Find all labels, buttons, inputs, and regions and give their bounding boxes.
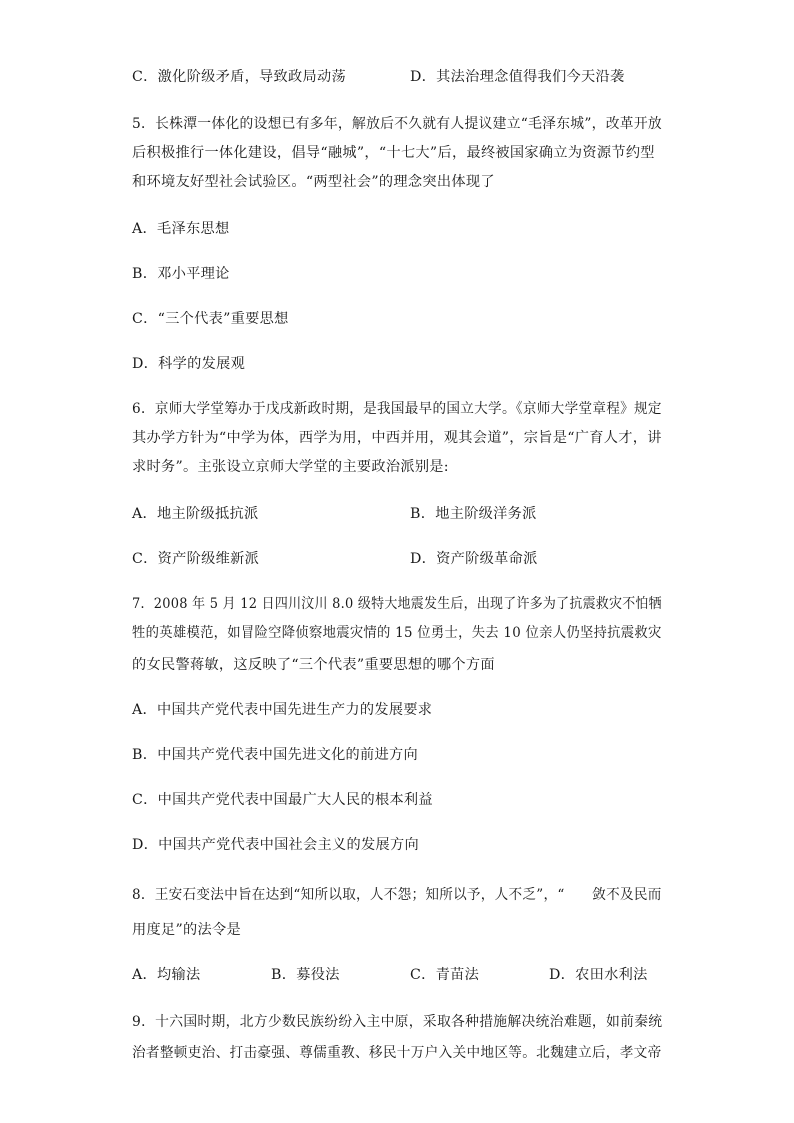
q5-option-c: C．“三个代表”重要思想 (132, 311, 289, 327)
q6-stem-line-2: 其办学方针为“中学为体，西学为用，中西并用，观其会道”，宗旨是“广育人才，讲 (132, 430, 662, 446)
q6-stem-line-3: 求时务”。主张设立京师大学堂的主要政治派别是: (132, 459, 449, 475)
q9-stem-line-2: 治者整顿吏治、打击豪强、尊儒重教、移民十万户入关中地区等。北魏建立后，孝文帝 (132, 1045, 662, 1061)
q5-stem-line-2: 后积极推行一体化建设，倡导“融城”，“十七大”后，最终被国家确立为资源节约型 (132, 145, 655, 161)
q5-stem-line-1: 5．长株潭一体化的设想已有多年，解放后不久就有人提议建立“毛泽东城”，改革开放 (132, 116, 663, 132)
q7-option-d: D．中国共产党代表中国社会主义的发展方向 (132, 837, 419, 853)
q4-option-d: D．其法治理念值得我们今天沿袭 (410, 69, 625, 85)
q5-option-a: A．毛泽东思想 (132, 221, 230, 237)
q8-option-b: B．募役法 (271, 967, 340, 983)
q7-option-a: A．中国共产党代表中国先进生产力的发展要求 (132, 702, 433, 718)
q7-stem-line-1: 7．2008 年 5 月 12 日四川汶川 8.0 级特大地震发生后，出现了许多为了抗震救灾不怕牺 (132, 596, 662, 612)
q7-stem-line-3: 的女民警蒋敏，这反映了“三个代表”重要思想的哪个方面 (132, 657, 495, 673)
q9-stem-line-1: 9．十六国时期，北方少数民族纷纷入主中原，采取各种措施解决统治难题，如前秦统 (132, 1014, 663, 1030)
q6-option-b: B．地主阶级洋务派 (410, 506, 537, 522)
q5-stem-line-3: 和环境友好型社会试验区。“两型社会”的理念突出体现了 (132, 174, 495, 190)
q8-option-c: C．青苗法 (410, 967, 480, 983)
q4-option-c: C．激化阶级矛盾，导致政局动荡 (132, 69, 346, 85)
q7-option-b: B．中国共产党代表中国先进文化的前进方向 (132, 747, 418, 763)
q8-option-a: A．均输法 (132, 967, 201, 983)
q6-option-c: C．资产阶级维新派 (132, 551, 260, 567)
q8-stem-line-2: 用度足”的法令是 (132, 922, 241, 938)
q5-option-d: D．科学的发展观 (132, 356, 246, 372)
q7-option-c: C．中国共产党代表中国最广大人民的根本利益 (132, 792, 433, 808)
q5-option-b: B．邓小平理论 (132, 266, 230, 282)
q6-option-a: A．地主阶级抵抗派 (132, 506, 259, 522)
q7-stem-line-2: 牲的英雄模范，如冒险空降侦察地震灾情的 15 位勇士，失去 10 位亲人仍坚持抗震救灾 (132, 625, 662, 641)
q6-option-d: D．资产阶级革命派 (410, 551, 538, 567)
q6-stem-line-1: 6．京师大学堂筹办于戊戌新政时期，是我国最早的国立大学。《京师大学堂章程》规定 (132, 401, 662, 417)
q8-option-d: D．农田水利法 (549, 967, 648, 983)
q8-stem-line-1: 8．王安石变法中旨在达到“知所以取，人不怨；知所以予，人不乏”，“ 敛不及民而 (132, 887, 662, 903)
